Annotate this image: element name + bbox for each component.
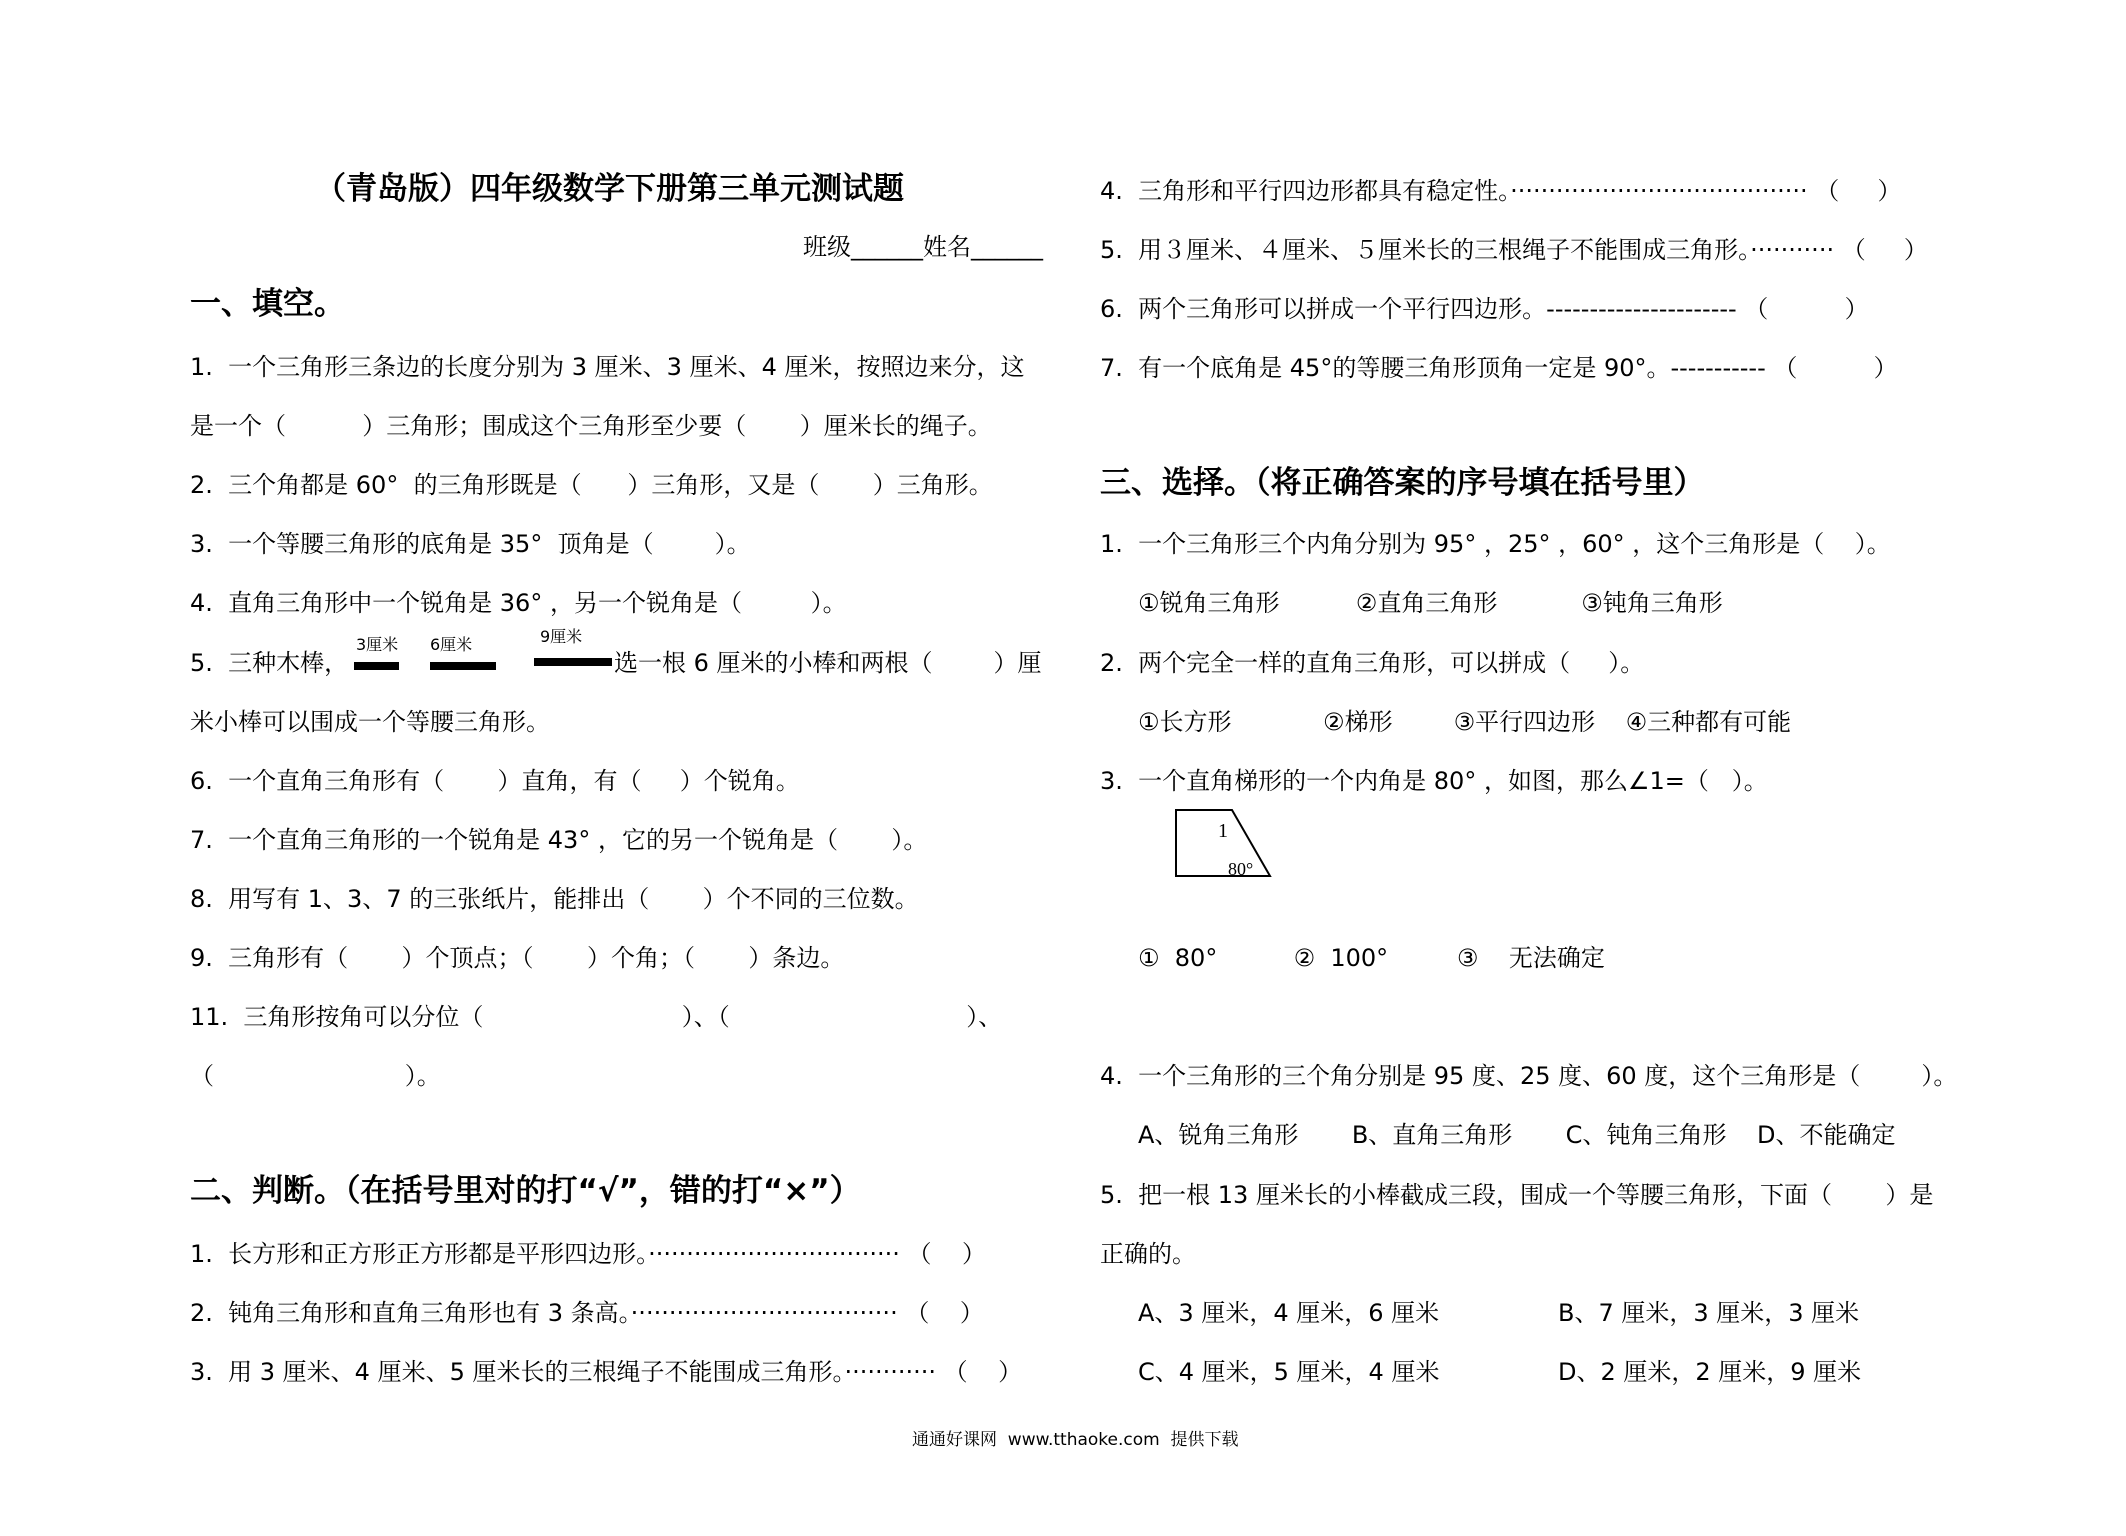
judge-item-4: 4. 三角形和平行四边形都具有稳定性。······································· （ ） bbox=[1100, 177, 1902, 205]
judge-item-2: 2. 钝角三角形和直角三角形也有 3 条高。··································· （ ） bbox=[190, 1299, 984, 1327]
judge-item-1: 1. 长方形和正方形正方形都是平形四边形。································· （ ） bbox=[190, 1240, 987, 1268]
judge-item-5: 5. 用３厘米、４厘米、５厘米长的三根绳子不能围成三角形。··········· （ ） bbox=[1100, 236, 1928, 264]
stick-label-3cm: 3厘米 bbox=[356, 635, 399, 654]
choice-q5-line1: 5. 把一根 13 厘米长的小棒截成三段，围成一个等腰三角形，下面（ ）是 bbox=[1100, 1181, 1934, 1209]
choice-q4-options: A、锐角三角形 B、直角三角形 C、钝角三角形 D、不能确定 bbox=[1138, 1121, 1896, 1149]
page-title: （青岛版）四年级数学下册第三单元测试题 bbox=[315, 171, 904, 207]
fill-q5-prefix: 5. 三种木棒， bbox=[190, 649, 349, 677]
choice-q3: 3. 一个直角梯形的一个内角是 80° ，如图，那么∠1=（ ）。 bbox=[1100, 767, 1768, 795]
section3-heading: 三、选择。（将正确答案的序号填在括号里） bbox=[1100, 465, 1705, 501]
judge-item-7: 7. 有一个底角是 45°的等腰三角形顶角一定是 90°。----------- （ ） bbox=[1100, 354, 1898, 382]
fill-q8: 8. 用写有 1、3、7 的三张纸片，能排出（ ）个不同的三位数。 bbox=[190, 885, 919, 913]
figure-angle1-label: 1 bbox=[1218, 820, 1228, 842]
fill-q11-line2: （ ）。 bbox=[190, 1062, 441, 1090]
choice-q5-option-d: D、2 厘米，2 厘米，9 厘米 bbox=[1558, 1358, 1862, 1386]
fill-q9: 9. 三角形有（ ）个顶点；（ ）个角；（ ）条边。 bbox=[190, 944, 845, 972]
class-name-line: 班级______姓名______ bbox=[803, 233, 1043, 261]
choice-q5-line2: 正确的。 bbox=[1100, 1240, 1196, 1268]
judge-item-6: 6. 两个三角形可以拼成一个平行四边形。---------------------- （ ） bbox=[1100, 295, 1869, 323]
stick-3cm bbox=[354, 662, 399, 670]
stick-6cm bbox=[430, 662, 496, 670]
section1-heading: 一、填空。 bbox=[190, 286, 345, 322]
fill-q5-line2: 米小棒可以围成一个等腰三角形。 bbox=[190, 708, 550, 736]
section2-heading: 二、判断。（在括号里对的打“√”，错的打“×”） bbox=[190, 1173, 861, 1209]
choice-q2-options: ①长方形 ②梯形 ③平行四边形 ④三种都有可能 bbox=[1138, 708, 1792, 736]
choice-q1-options: ①锐角三角形 ②直角三角形 ③钝角三角形 bbox=[1138, 589, 1723, 617]
fill-q1-line2: 是一个（ ）三角形；围成这个三角形至少要（ ）厘米长的绳子。 bbox=[190, 412, 992, 440]
judge-item-3: 3. 用 3 厘米、4 厘米、5 厘米长的三根绳子不能围成三角形。············ （ ） bbox=[190, 1358, 1023, 1386]
fill-q4: 4. 直角三角形中一个锐角是 36° ，另一个锐角是（ ）。 bbox=[190, 589, 847, 617]
fill-q7: 7. 一个直角三角形的一个锐角是 43° ，它的另一个锐角是（ ）。 bbox=[190, 826, 928, 854]
right-trapezoid-figure bbox=[1170, 808, 1280, 880]
choice-q1: 1. 一个三角形三个内角分别为 95° ，25° ，60° ，这个三角形是（ ）。 bbox=[1100, 530, 1891, 558]
choice-q5-option-b: B、7 厘米，3 厘米，3 厘米 bbox=[1558, 1299, 1860, 1327]
choice-q3-options: ① 80° ② 100° ③ 无法确定 bbox=[1138, 944, 1605, 972]
fill-q11-line1: 11. 三角形按角可以分位（ ）、（ ）、 bbox=[190, 1003, 1003, 1031]
footer-credit: 通通好课网 www.tthaoke.com 提供下载 bbox=[912, 1430, 1239, 1450]
fill-q2: 2. 三个角都是 60° 的三角形既是（ ）三角形，又是（ ）三角形。 bbox=[190, 471, 993, 499]
figure-angle80-label: 80° bbox=[1228, 859, 1254, 879]
fill-q6: 6. 一个直角三角形有（ ）直角，有（ ）个锐角。 bbox=[190, 767, 800, 795]
fill-q1-line1: 1. 一个三角形三条边的长度分别为 3 厘米、3 厘米、4 厘米，按照边来分，这 bbox=[190, 353, 1025, 381]
fill-q5-suffix: 选一根 6 厘米的小棒和两根（ ）厘 bbox=[614, 649, 1042, 677]
choice-q5-option-c: C、4 厘米，5 厘米，4 厘米 bbox=[1138, 1358, 1440, 1386]
choice-q2: 2. 两个完全一样的直角三角形，可以拼成（ ）。 bbox=[1100, 649, 1645, 677]
fill-q3: 3. 一个等腰三角形的底角是 35° 顶角是（ ）。 bbox=[190, 530, 751, 558]
stick-label-9cm: 9厘米 bbox=[540, 627, 583, 646]
choice-q5-option-a: A、3 厘米，4 厘米，6 厘米 bbox=[1138, 1299, 1440, 1327]
stick-9cm bbox=[534, 658, 612, 666]
stick-label-6cm: 6厘米 bbox=[430, 635, 473, 654]
choice-q4: 4. 一个三角形的三个角分别是 95 度、25 度、60 度，这个三角形是（ ）。 bbox=[1100, 1062, 1958, 1090]
